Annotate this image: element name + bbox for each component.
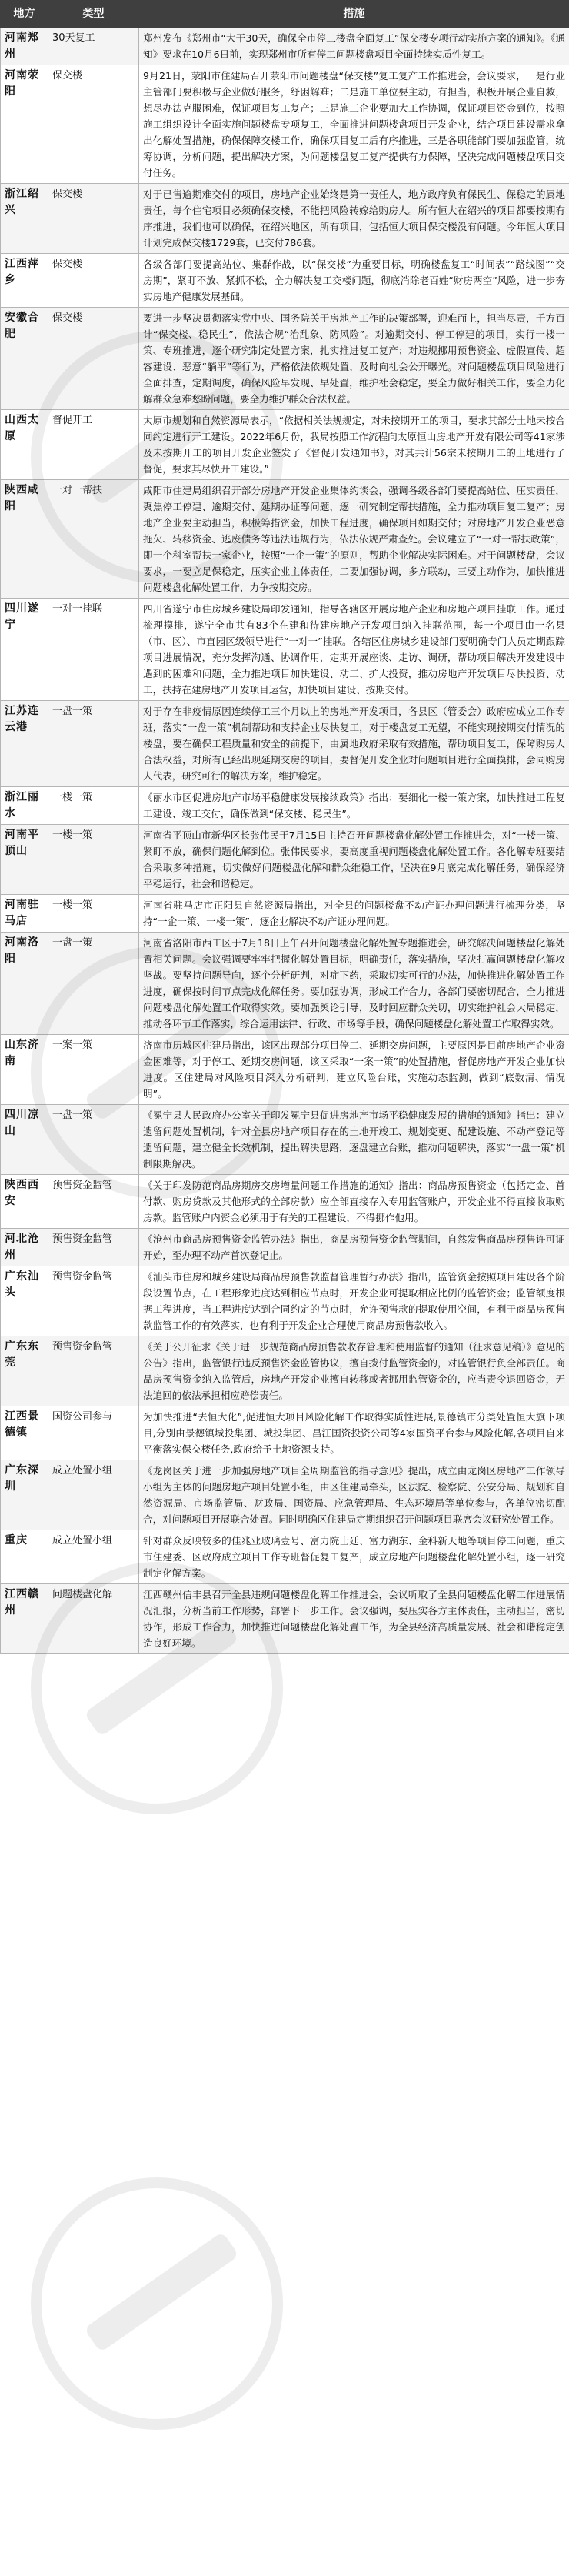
measure-cell: 各级各部门要提高站位、集群作战，以“保交楼”为重要目标，明确楼盘复工“时间表”“路线图”“交房期”，紧盯不放、紧抓不松，全力解决复工交楼问题，彻底消除老百姓“财房两空”风险，进一步夯实房地产健康发展基础。: [139, 254, 569, 308]
type-cell: 一楼一策: [48, 895, 139, 933]
table-header-row: [1, 1, 569, 28]
table-row: [1, 1175, 569, 1229]
measure-cell: 江西赣州信丰县召开全县违规问题楼盘化解工作推进会，会议听取了全县问题楼盘化解工作进展情况汇报，分析当前工作形势，部署下一步工作。会议强调，要压实各方主体责任，主动担当，密切协作，形成工作合力，加快推进问题楼盘化解处置工作，为全县经济高质量发展、社会和谐稳定创造良好环境。: [139, 1584, 569, 1654]
type-cell: 一盘一策: [48, 1105, 139, 1175]
type-cell: 成立处置小组: [48, 1460, 139, 1530]
header-measure: 措施: [139, 1, 569, 28]
table-row: [1, 1035, 569, 1105]
type-cell: 一楼一策: [48, 825, 139, 895]
measure-cell: 河南省驻马店市正阳县自然资源局指出，对全县的问题楼盘不动产证办理问题进行梳理分类，坚持“一企一策、一楼一策”，逐企业解决不动产证办理问题。: [139, 895, 569, 933]
region-cell: 河南荥阳: [1, 65, 48, 184]
type-cell: 30天复工: [48, 28, 139, 65]
measure-cell: 太原市规划和自然资源局表示，“依据相关法规规定，对未按期开工的项目，要求其部分土地未按合同约定进行开工建设。2022年6月份，我局按照工作流程向太原恒山房地产开发有限公司等41家涉及未按期开工的项目开发企业签发了《督促开发通知书》，对其共计56宗未按期开工的土地进行了督促，要求其尽快开工建设。”: [139, 410, 569, 480]
measure-cell: 对于已售逾期难交付的项目，房地产企业始终是第一责任人，地方政府负有保民生、保稳定的属地责任，每个住宅项目必须确保交楼，不能把风险转嫁给购房人。所有恒大在绍兴的项目都要按期有序推进，我们也可以确保，在绍兴地区，所有项目，包括恒大项目保交楼没有问题。今年恒大项目计划完成保交楼1729套，已交付786套。: [139, 184, 569, 254]
type-cell: 一对一帮扶: [48, 480, 139, 599]
table-row: [1, 1229, 569, 1266]
table-row: [1, 1460, 569, 1530]
table-row: [1, 1105, 569, 1175]
measure-cell: 《关于公开征求《关于进一步规范商品房预售款收存管理和使用监督的通知（征求意见稿）》意见的公告》指出，监管银行违反预售资金监管协议，擅自拨付监管资金的，对监管银行负全部责任。商品房预售资金纳入监管后，房地产开发企业擅自转移或者挪用监管资金的，应当责令退回资金，无法追回的依法承担相应赔偿责任。: [139, 1336, 569, 1406]
measure-cell: 《冕宁县人民政府办公室关于印发冕宁县促进房地产市场平稳健康发展的措施的通知》指出：建立遗留问题处置机制，针对全县房地产项目存在的土地开竣工、规划变更、配建设施、不动产登记等遗留问题，建立健全长效机制，提出解决思路，逐盘建立台账，推动问题解决，落实“一盘一策”机制限期解决。: [139, 1105, 569, 1175]
table-row: [1, 254, 569, 308]
type-cell: 保交楼: [48, 65, 139, 184]
measure-cell: 9月21日，荥阳市住建局召开荥阳市问题楼盘“保交楼”复工复产工作推进会，会议要求，一是行业主管部门要积极与企业做好服务，纾困解难；二是施工单位要主动，有担当，积极开展企业自救，想尽办法克服困难，保证项目复工复产；三是施工企业要加大工作协调，保证项目资金到位，按照施工组织设计全面实施问题楼盘专项复工，全面推进问题楼盘项目开发企业，结合项目建设需求拿出化解处置措施，确保保障交楼工作，确保项目复工后有序推进，三是各职能部门要加强监管，统筹协调，分析问题，提出解决方案，为问题楼盘复工复产提供有力保障，坚决完成问题楼盘项目交付任务。: [139, 65, 569, 184]
type-cell: 预售资金监管: [48, 1229, 139, 1266]
type-cell: 保交楼: [48, 254, 139, 308]
region-cell: 广东东莞: [1, 1336, 48, 1406]
table-row: [1, 599, 569, 701]
table-row: [1, 308, 569, 410]
table-row: [1, 184, 569, 254]
region-cell: 广东深圳: [1, 1460, 48, 1530]
table-row: [1, 825, 569, 895]
type-cell: 一盘一策: [48, 701, 139, 787]
type-cell: 国资公司参与: [48, 1406, 139, 1460]
measure-cell: 河南省洛阳市西工区于7月18日上午召开问题楼盘化解处置专题推进会，研究解决问题楼盘化解处置相关问题。会议强调要牢牢把握化解处置目标，明确责任，落实措施，坚决打赢问题楼盘化解攻坚战。要坚持问题导向，逐个分析研判，对症下药，采取切实可行的办法，加快推进化解处置工作进度，确保按时间节点完成化解任务。要加强协调，形成工作合力，各部门要密切配合，全力推进问题楼盘化解处置工作取得实效。要加强舆论引导，及时回应群众关切，切实维护社会大局稳定，推动各环节工作落实，综合运用法律、行政、市场等手段，确保问题楼盘化解处置工作取得实效。: [139, 933, 569, 1035]
region-cell: 江苏连云港: [1, 701, 48, 787]
table-row: [1, 1266, 569, 1336]
region-cell: 陕西西安: [1, 1175, 48, 1229]
region-cell: 江西萍乡: [1, 254, 48, 308]
type-cell: 成立处置小组: [48, 1530, 139, 1584]
region-cell: 山东济南: [1, 1035, 48, 1105]
measure-cell: 为加快推进“去恒大化”,促进恒大项目风险化解工作取得实质性进展,景德镇市分类处置恒大旗下项目,分别由景德镇城投集团、城投集团、昌江国资投资公司等4家国资平台参与风险化解,各项目自来平衡落实保交楼任务,政府给予土地资源支持。: [139, 1406, 569, 1460]
measure-cell: 对于存在非疫情原因连续停工三个月以上的房地产开发项目，各县区（管委会）政府应成立工作专班，落实“一盘一策”机制帮助和支持企业尽快复工，对于楼盘复工无望，不能实现按期交付情况的楼盘，要在确保工程质量和安全的前提下，由属地政府采取有效措施，帮助项目复工，保障购房人合法权益，对所有已经出现延期交房的项目，要督促开发企业对问题项目进行全面摸排，会同购房人代表，研究可行的解决方案，维护稳定。: [139, 701, 569, 787]
measure-cell: 咸阳市住建局组织召开部分房地产开发企业集体约谈会，强调各级各部门要提高站位、压实责任，聚焦停工停建、逾期交付、延期办证等问题，逐一研究制定帮扶措施，全力推动项目复工复产；房地产企业要主动担当，积极筹措资金，加快工程进度，确保项目如期交付；对房地产开发企业恶意拖欠、转移资金、逃废债务等违法违规行为，依法依规严肃查处。会议建立了“一对一帮扶政策”，即一个科室帮扶一家企业，按照“一企一策”的原则，帮助企业解决实际困难。对于问题楼盘，会议要求，一要立足保稳定，压实企业主体责任，二要加强协调，多方联动，三要主动作为，加快推进问题楼盘化解处置工作，力争按期交房。: [139, 480, 569, 599]
region-cell: 重庆: [1, 1530, 48, 1584]
type-cell: 一盘一策: [48, 933, 139, 1035]
type-cell: 一对一挂联: [48, 599, 139, 701]
measure-cell: 《汕头市住房和城乡建设局商品房预售款监督管理暂行办法》指出，监管资金按照项目建设各个阶段设置节点，在工程形象进度达到相应节点时，开发企业可提取相应比例的监管资金；监管额度根据工程进度，当工程进度达到合同约定的节点时，允许预售款的提取使用空间，有利于商品房预售款监管工作的有效落实，也有利于开发企业合理使用商品房预售款收入。: [139, 1266, 569, 1336]
table-row: [1, 787, 569, 825]
region-cell: 江西赣州: [1, 1584, 48, 1654]
measure-cell: 四川省遂宁市住房城乡建设局印发通知，指导各辖区开展房地产企业和房地产项目挂联工作。通过梳理摸排，遂宁全市共有83个在建和待建房地产开发项目纳入挂联范围，每一个项目由一名县（市、区）、市直园区级领导进行“一对一”挂联。各辖区住房城乡建设部门要明确专门人员定期跟踪项目进展情况，充分发挥沟通、协调作用，定期开展座谈、走访、调研，帮助项目解决开发建设中遇到的困难和问题，全力推进项目加快建设、动工、扩大投资，推动房地产开发项目尽快投资、动工，扶持在建房地产开发项目运营，加快项目建设、按期交付。: [139, 599, 569, 701]
type-cell: 预售资金监管: [48, 1336, 139, 1406]
table-row: [1, 410, 569, 480]
region-cell: 河南洛阳: [1, 933, 48, 1035]
region-cell: 山西太原: [1, 410, 48, 480]
table-row: [1, 895, 569, 933]
type-cell: 问题楼盘化解: [48, 1584, 139, 1654]
region-cell: 四川凉山: [1, 1105, 48, 1175]
table-row: [1, 1530, 569, 1584]
measure-cell: 针对群众反映较多的佳兆业玻璃壹号、富力院士廷、富力湖东、金科新天地等项目停工问题，重庆市住建委、区政府成立项目工作专班督促复工复产，成立房地产问题楼盘化解处置小组，逐一研究制定化解方案。: [139, 1530, 569, 1584]
table-row: [1, 701, 569, 787]
measure-cell: 《龙岗区关于进一步加强房地产项目全周期监管的指导意见》提出，成立由龙岗区房地产工作领导小组为主体的问题房地产项目处置小组，由区住建局牵头，区法院、检察院、公安分局、规划和自然资源局、市场监管局、财政局、国资局、应急管理局、生态环境局等单位参与，各单位密切配合，对问题项目开展联合处置。同时明确区住建局定期组织召开问题项目联席会议研究处置工作。: [139, 1460, 569, 1530]
measure-cell: 郑州发布《郑州市“大干30天，确保全市停工楼盘全面复工”保交楼专项行动实施方案的通知》。《通知》要求在10月6日前，实现郑州市所有停工问题楼盘项目全面持续实质性复工。: [139, 28, 569, 65]
type-cell: 预售资金监管: [48, 1266, 139, 1336]
measure-cell: 《关于印发防范商品房期房交房增量问题工作措施的通知》指出：商品房预售资金（包括定金、首付款、购房贷款及其他形式的全部房款）应全部直接存入专用监管账户，开发企业不得直接收取购房款。监管账户内资金必须用于有关的工程建设，不得挪作他用。: [139, 1175, 569, 1229]
measure-cell: 《丽水市区促进房地产市场平稳健康发展接续政策》指出：要细化一楼一策方案，加快推进工程复工建设、竣工交付，确保做到“保交楼、稳民生”。: [139, 787, 569, 825]
type-cell: 预售资金监管: [48, 1175, 139, 1229]
table-row: [1, 1406, 569, 1460]
region-cell: 安徽合肥: [1, 308, 48, 410]
measure-cell: 河南省平顶山市新华区长张伟民于7月15日主持召开问题楼盘化解处置工作推进会，对“一楼一策、紧盯不放，确保问题化解到位。张伟民要求，要高度重视问题楼盘化解处置工作。各化解专班要结合采取多种措施，切实做好问题楼盘化解和群众维稳工作，坚决在9月底完成化解任务，确保经济平稳运行，社会和谐稳定。: [139, 825, 569, 895]
table-row: [1, 480, 569, 599]
measure-cell: 《沧州市商品房预售资金监管办法》指出，商品房预售资金监管期间，自然发售商品房预售许可证开始，至办理不动产首次登记止。: [139, 1229, 569, 1266]
table-row: [1, 933, 569, 1035]
table-row: [1, 1336, 569, 1406]
type-cell: 督促开工: [48, 410, 139, 480]
measure-cell: 济南市历城区住建局指出，该区出现部分项目停工、延期交房问题，主要原因是目前房地产企业资金困难等，对于停工、延期交房问题，该区采取“一案一策”的处置措施，督促房地产开发企业加快进度。区住建局对风险项目深入分析研判，建立风险台账，实施动态监测，做到“底数清、情况明”。: [139, 1035, 569, 1105]
region-cell: 陕西咸阳: [1, 480, 48, 599]
type-cell: 保交楼: [48, 308, 139, 410]
measure-cell: 要进一步坚决贯彻落实党中央、国务院关于房地产工作的决策部署，迎难而上，担当尽责，千方百计“保交楼、稳民生”，依法合规“治乱象、防风险”。对逾期交付、停工停建的项目，实行一楼一策、专班推进，逐个研究制定处置方案，扎实推进复工复产；对违规挪用预售资金、虚假宣传、超容建设、恶意“躺平”等行为，严格依法依规处置，及时向社会公开曝光。对问题楼盘项目风险进行全面排查，定期调度，确保风险早发现、早处置，维护社会稳定，要全力做好相关工作，要全力化解群众急难愁盼问题，要全力维护群众合法权益。: [139, 308, 569, 410]
header-region: 地方: [1, 1, 48, 28]
type-cell: 一案一策: [48, 1035, 139, 1105]
region-cell: 浙江丽水: [1, 787, 48, 825]
region-cell: 浙江绍兴: [1, 184, 48, 254]
region-cell: 河南平顶山: [1, 825, 48, 895]
region-cell: 广东汕头: [1, 1266, 48, 1336]
region-cell: 江西景德镇: [1, 1406, 48, 1460]
region-cell: 四川遂宁: [1, 599, 48, 701]
type-cell: 保交楼: [48, 184, 139, 254]
region-cell: 河南郑州: [1, 28, 48, 65]
table-row: [1, 1584, 569, 1654]
table-row: [1, 28, 569, 65]
watermark-stamp: [31, 2177, 277, 2424]
table-row: [1, 65, 569, 184]
region-cell: 河南驻马店: [1, 895, 48, 933]
region-cell: 河北沧州: [1, 1229, 48, 1266]
type-cell: 一楼一策: [48, 787, 139, 825]
header-type: 类型: [48, 1, 139, 28]
